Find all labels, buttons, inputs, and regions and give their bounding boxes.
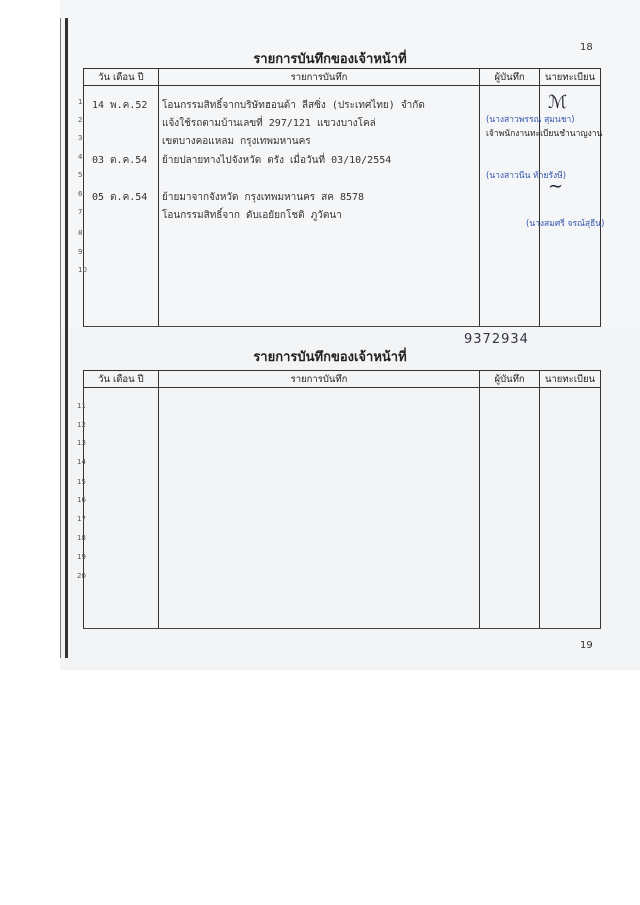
handwritten-signature: ∼ — [548, 176, 564, 197]
row-number: 11 — [77, 402, 86, 410]
registrar-signature-name-2: (นางสมศรี จรณ์สุธีน) — [526, 219, 605, 229]
row-number: 10 — [78, 266, 87, 274]
header-entry: รายการบันทึก — [158, 371, 479, 388]
sheet-title-2: รายการบันทึกของเจ้าหน้าที่ — [253, 350, 407, 365]
register-table-2 — [83, 370, 601, 628]
row-number: 12 — [77, 421, 86, 429]
row-number: 17 — [77, 515, 86, 523]
page-number: 18 — [580, 42, 593, 53]
row-number: 1 — [78, 98, 83, 106]
entry-text: แจ้งใช้รถตามบ้านเลขที่ 297/121 แขวงบางโคล่ — [162, 118, 376, 129]
row-number: 13 — [77, 439, 86, 447]
registrar-signature-name: (นางสาวพรรณ สุมนชา) — [486, 115, 575, 125]
row-number: 20 — [77, 572, 86, 580]
header-entry: รายการบันทึก — [158, 69, 479, 86]
row-number: 8 — [78, 229, 83, 237]
entry-date: 05 ต.ค.54 — [92, 192, 148, 203]
registrar-position: เจ้าพนักงานทะเบียนชำนาญงาน — [486, 129, 603, 139]
row-number: 14 — [77, 458, 86, 466]
entry-text: ย้ายมาจากจังหวัด กรุงเทพมหานคร สค 8578 — [162, 192, 365, 203]
serial-number: 9372934 — [464, 332, 529, 347]
entry-text: ย้ายปลายทางไปจังหวัด ตรัง เมื่อวันที่ 03/10/2554 — [162, 155, 392, 166]
entry-date: 03 ต.ค.54 — [92, 155, 148, 166]
recorder-signature-name: (นางสาวนีน ท้ายรังษี) — [486, 171, 567, 181]
row-number: 4 — [78, 153, 83, 161]
row-number: 9 — [78, 248, 83, 256]
row-number: 19 — [77, 553, 86, 561]
table-bottom-rule-2 — [83, 628, 601, 629]
binding-edge-shadow — [60, 18, 61, 658]
header-recorder: ผู้บันทึก — [480, 69, 540, 86]
row-number: 3 — [78, 134, 83, 142]
entry-text: โอนกรรมสิทธิ์จาก ดับเอยัยกโชติ ภูวัตนา — [162, 210, 342, 221]
entry-text: เขตบางคอแหลม กรุงเทพมหานคร — [162, 136, 311, 147]
entry-date: 14 พ.ค.52 — [92, 100, 148, 111]
table-bottom-rule — [83, 326, 601, 327]
header-registrar: นายทะเบียน — [540, 69, 601, 86]
entry-text: โอนกรรมสิทธิ์จากบริษัทฮอนด้า ลีสซิ่ง (ประเทศไทย) จำกัด — [162, 100, 425, 111]
header-date: วัน เดือน ปี — [84, 69, 159, 86]
binding-edge — [65, 18, 68, 658]
row-number: 16 — [77, 496, 86, 504]
header-registrar: นายทะเบียน — [540, 371, 601, 388]
row-number: 6 — [78, 190, 83, 198]
row-number: 18 — [77, 534, 86, 542]
row-number: 2 — [78, 116, 83, 124]
sheet-title: รายการบันทึกของเจ้าหน้าที่ — [253, 52, 407, 67]
header-date: วัน เดือน ปี — [84, 371, 159, 388]
header-recorder: ผู้บันทึก — [480, 371, 540, 388]
row-number: 5 — [78, 171, 83, 179]
row-number: 15 — [77, 478, 86, 486]
handwritten-signature: ℳ — [548, 92, 568, 113]
row-number: 7 — [78, 208, 83, 216]
page-number-2: 19 — [580, 640, 593, 651]
